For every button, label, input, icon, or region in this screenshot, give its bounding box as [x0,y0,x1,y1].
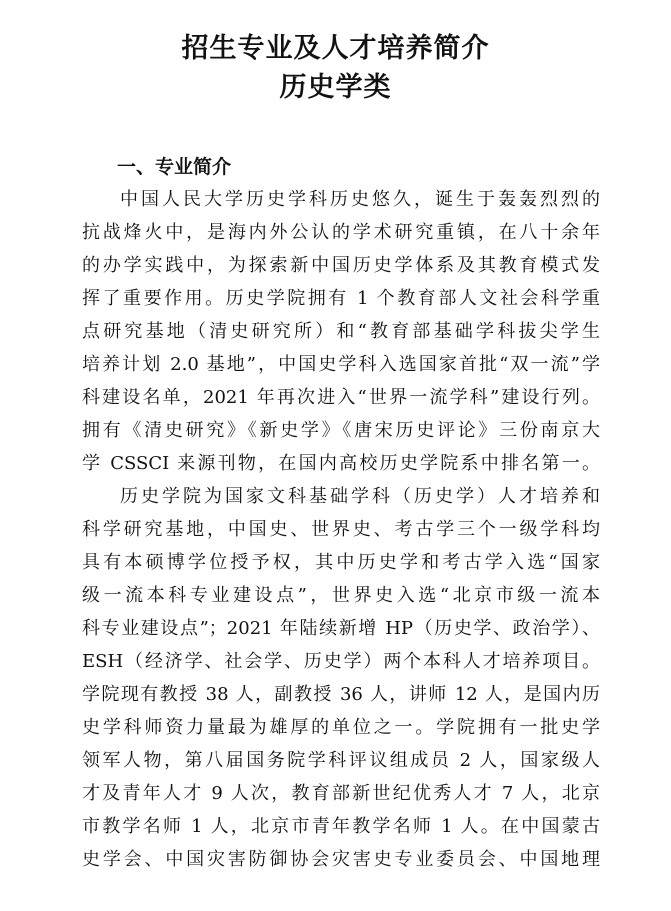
paragraph-line: 史学会、中国灾害防御协会灾害史专业委员会、中国地理 [82,849,600,870]
paragraph-line: 的办学实践中，为探索新中国历史学体系及其教育模式发 [82,255,600,276]
paragraph-line: 中国人民大学历史学科历史悠久，诞生于轰轰烈烈的 [120,189,600,210]
paragraph-line: 抗战烽火中，是海内外公认的学术研究重镇，在八十余年 [82,222,600,243]
paragraph-line: 点研究基地（清史研究所）和“教育部基础学科拔尖学生 [82,321,600,342]
paragraph-line: 市教学名师 1 人，北京市青年教学名师 1 人。在中国蒙古 [82,816,600,837]
paragraph-line: 科建设名单，2021 年再次进入“世界一流学科”建设行列。 [82,387,600,408]
paragraph-line: 挥了重要作用。历史学院拥有 1 个教育部人文社会科学重 [82,288,600,309]
paragraph-line: 才及青年人才 9 人次，教育部新世纪优秀人才 7 人，北京 [82,783,600,804]
paragraph-line: 学 CSSCI 来源刊物，在国内高校历史学院系中排名第一。 [82,453,600,474]
paragraph-line: 级一流本科专业建设点”，世界史入选“北京市级一流本 [82,585,600,606]
paragraph-line: 科专业建设点”；2021 年陆续新增 HP（历史学、政治学）、 [82,618,600,639]
paragraph-line: 历史学院为国家文科基础学科（历史学）人才培养和 [120,486,600,507]
page-title: 招生专业及人才培养简介 [181,33,490,64]
paragraph-line: 学院现有教授 38 人，副教授 36 人，讲师 12 人，是国内历 [82,684,600,705]
paragraph-line: ESH（经济学、社会学、历史学）两个本科人才培养项目。 [82,651,600,672]
paragraph-line: 具有本硕博学位授予权，其中历史学和考古学入选“国家 [82,552,600,573]
paragraph-line: 拥有《清史研究》《新史学》《唐宋历史评论》三份南京大 [82,420,600,441]
paragraph-line: 史学科师资力量最为雄厚的单位之一。学院拥有一批史学 [82,717,600,738]
section-heading: 一、专业简介 [117,156,232,178]
page-subtitle: 历史学类 [279,72,392,103]
paragraph-line: 科学研究基地，中国史、世界史、考古学三个一级学科均 [82,519,600,540]
paragraph-line: 领军人物，第八届国务院学科评议组成员 2 人，国家级人 [82,750,600,771]
paragraph-line: 培养计划 2.0 基地”，中国史学科入选国家首批“双一流”学 [82,354,600,375]
